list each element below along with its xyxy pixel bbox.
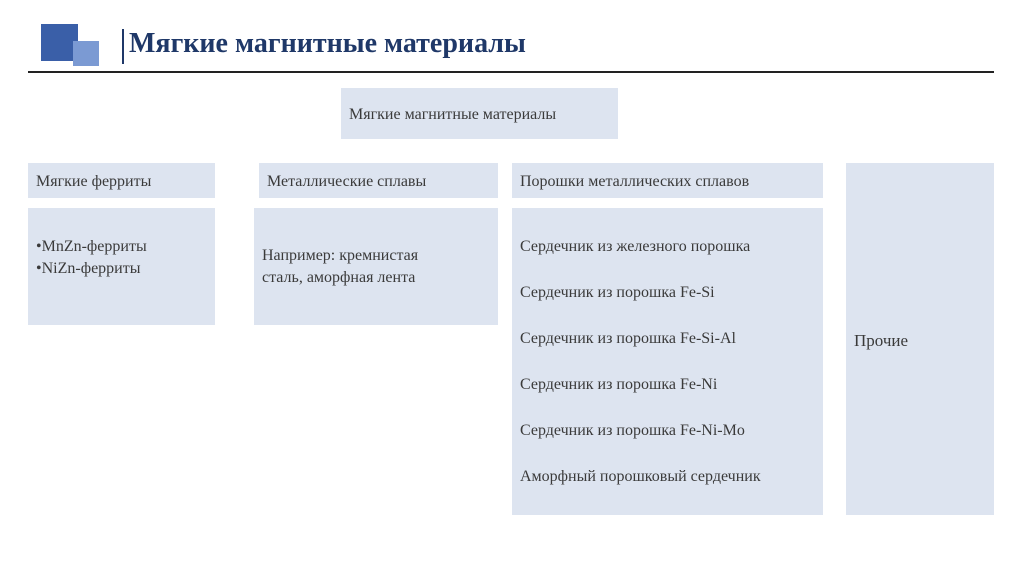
list-item: Сердечник из порошка Fe-Ni-Mo [520,422,745,439]
root-node [341,88,618,139]
list-item: Сердечник из порошка Fe-Ni [520,376,718,393]
list-item: Например: кремнистая [262,247,419,264]
category-header-label: Мягкие ферриты [36,173,152,190]
category-body-alloy-powders [512,208,823,515]
category-header-alloy-powders [512,163,823,198]
title-accent-bar [122,29,124,64]
list-item: Сердечник из железного порошка [520,238,751,255]
list-item: •NiZn-ферриты [36,260,141,277]
title-divider [28,71,994,73]
logo-square-light [73,41,99,66]
category-other [846,163,994,515]
list-item: •MnZn-ферриты [36,238,147,255]
category-header-label: Металлические сплавы [267,173,427,190]
list-item: Сердечник из порошка Fe-Si [520,284,715,301]
logo-icon [41,24,101,68]
category-header-label: Порошки металлических сплавов [520,173,750,190]
category-header-metal-alloys [259,163,498,198]
category-other-label: Прочие [854,331,909,350]
category-body-soft-ferrites [28,208,215,325]
category-header-soft-ferrites [28,163,215,198]
list-item: Сердечник из порошка Fe-Si-Al [520,330,736,347]
root-node-label: Мягкие магнитные материалы [349,106,557,123]
list-item: Аморфный порошковый сердечник [520,468,761,485]
category-body-metal-alloys [254,208,498,325]
page-title: Мягкие магнитные материалы [129,28,526,59]
list-item: сталь, аморфная лента [262,269,416,286]
